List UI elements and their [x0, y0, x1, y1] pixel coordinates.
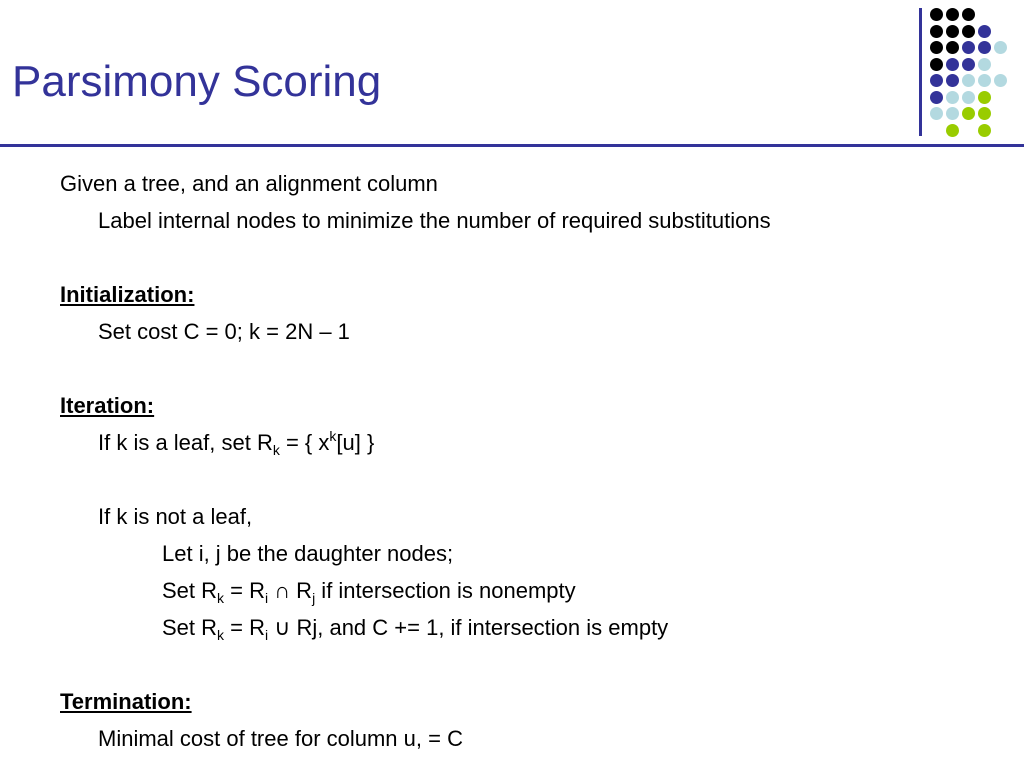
daughter-nodes-line: Let i, j be the daughter nodes; [162, 541, 454, 566]
intersect-suffix: if intersection is nonempty [315, 578, 576, 603]
decor-dot [978, 25, 991, 38]
slide-title: Parsimony Scoring [12, 57, 382, 106]
decor-dot [930, 8, 943, 21]
decor-dot [978, 58, 991, 71]
decor-dot [930, 25, 943, 38]
termination-heading: Termination: [60, 689, 192, 714]
decor-dot [978, 107, 991, 120]
decor-dot [962, 58, 975, 71]
intersect-part: = R [224, 578, 265, 603]
leaf-case-prefix: If k is a leaf, set R [98, 430, 273, 455]
termination-line: Minimal cost of tree for column u, = C [98, 726, 463, 751]
title-divider [0, 144, 1024, 147]
intersect-subscript: k [217, 590, 225, 606]
decor-dot [946, 25, 959, 38]
intersect-part: R [296, 578, 313, 603]
intro-text: Given a tree, and an alignment column [60, 171, 438, 196]
decor-dot [946, 58, 959, 71]
decor-dot [978, 74, 991, 87]
leaf-case-subscript: k [272, 442, 280, 458]
decor-dot [994, 41, 1007, 54]
nonleaf-intro-line: If k is not a leaf, [98, 504, 253, 529]
union-operator: ∪ [268, 615, 297, 640]
union-subscript: i [265, 627, 269, 643]
decor-dot [946, 91, 959, 104]
leaf-case-suffix: [u] } [336, 430, 375, 455]
decor-dot [994, 74, 1007, 87]
decor-dot [962, 91, 975, 104]
leaf-case-superscript: k [329, 428, 337, 444]
union-subscript: k [217, 627, 225, 643]
decor-dot [962, 25, 975, 38]
decor-dot [962, 74, 975, 87]
decor-dot [978, 91, 991, 104]
leaf-case-middle: = { x [279, 430, 330, 455]
intersect-part: Set R [162, 578, 218, 603]
leaf-case-line [98, 430, 374, 456]
decor-dot [962, 8, 975, 21]
decor-dot [962, 107, 975, 120]
intro-subtext: Label internal nodes to minimize the number of required substitutions [98, 208, 771, 233]
decor-dot [978, 41, 991, 54]
intersection-case-line [162, 578, 576, 604]
decor-dot [930, 107, 943, 120]
decor-dot [946, 41, 959, 54]
intersect-subscript: i [265, 590, 269, 606]
intersect-operator: ∩ [268, 578, 297, 603]
initialization-line: Set cost C = 0; k = 2N – 1 [98, 319, 350, 344]
decor-dot [930, 74, 943, 87]
decor-dot [946, 124, 959, 137]
decor-dot [930, 58, 943, 71]
decor-dot [946, 8, 959, 21]
union-case-line [162, 615, 668, 641]
intersect-subscript: j [312, 590, 316, 606]
decor-dot [946, 74, 959, 87]
decor-dot [962, 41, 975, 54]
union-part: = R [224, 615, 265, 640]
union-suffix: Rj, and C += 1, if intersection is empty [296, 615, 669, 640]
iteration-heading: Iteration: [60, 393, 155, 418]
decor-dot [978, 124, 991, 137]
union-part: Set R [162, 615, 218, 640]
decor-dot [946, 107, 959, 120]
decorative-vertical-rule [919, 8, 922, 136]
decor-dot [930, 91, 943, 104]
initialization-heading: Initialization: [60, 282, 195, 307]
decor-dot [930, 41, 943, 54]
